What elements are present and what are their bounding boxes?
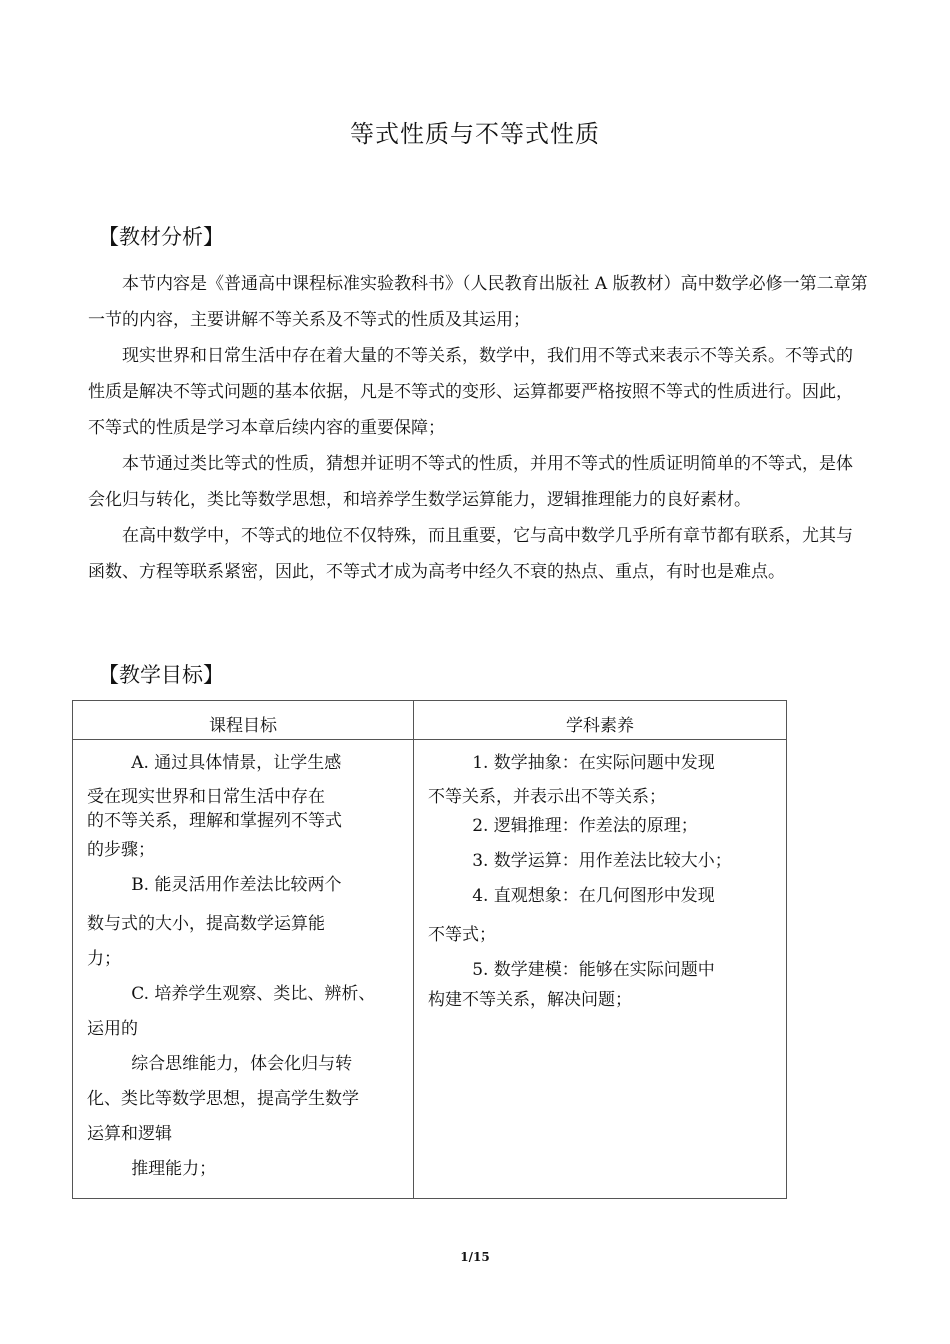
- goal-line: A. 通过具体情景，让学生感: [131, 753, 342, 773]
- analysis-paragraph: 在高中数学中，不等式的地位不仅特殊，而且重要，它与高中数学几乎所有章节都有联系，尤其与函数、方程等联系紧密，因此，不等式才成为高考中经久不衰的热点、重点，有时也是难点。: [88, 526, 853, 582]
- section-heading-analysis: 【教材分析】: [98, 225, 224, 249]
- literacy-line: 2. 逻辑推理：作差法的原理；: [472, 816, 698, 836]
- literacy-line: 不等关系，并表示出不等关系；: [428, 787, 666, 807]
- literacy-line: 不等式；: [428, 925, 496, 945]
- literacy-line: 1. 数学抽象：在实际问题中发现: [472, 753, 715, 773]
- document-title: 等式性质与不等式性质: [350, 120, 600, 148]
- header-course-goals: 课程目标: [73, 701, 414, 740]
- goal-line: 数与式的大小，提高数学运算能: [87, 914, 325, 934]
- goal-line: 推理能力；: [131, 1159, 217, 1179]
- goal-line: B. 能灵活用作差法比较两个: [131, 875, 342, 895]
- goal-line: 运用的: [87, 1019, 138, 1039]
- literacy-line: 4. 直观想象：在几何图形中发现: [472, 886, 715, 906]
- goal-line: C. 培养学生观察、类比、辨析、: [131, 984, 376, 1004]
- goal-line: 力；: [87, 949, 121, 969]
- literacy-line: 3. 数学运算：用作差法比较大小；: [472, 851, 732, 871]
- table-header-row: [73, 701, 787, 740]
- header-core-literacy: 学科素养: [414, 701, 787, 740]
- table-row: [73, 740, 787, 1199]
- section-heading-objectives: 【教学目标】: [98, 663, 224, 687]
- analysis-paragraph: 本节通过类比等式的性质，猜想并证明不等式的性质，并用不等式的性质证明简单的不等式，是体会化归与转化，类比等数学思想，和培养学生数学运算能力，逻辑推理能力的良好素材。: [88, 454, 853, 510]
- goal-line: 受在现实世界和日常生活中存在: [87, 787, 325, 807]
- goal-line: 化、类比等数学思想，提高学生数学: [87, 1089, 359, 1109]
- literacy-line: 构建不等关系，解决问题；: [428, 990, 632, 1010]
- analysis-body: [88, 266, 868, 590]
- page-number: 1/15: [460, 1250, 490, 1264]
- goal-line: 的步骤；: [87, 840, 155, 860]
- course-goals-cell: [73, 740, 414, 1199]
- goal-line: 的不等关系，理解和掌握列不等式: [87, 811, 342, 831]
- core-literacy-cell: [414, 740, 787, 1199]
- analysis-paragraph: 本节内容是《普通高中课程标准实验教科书》（人民教育出版社 A 版教材）高中数学必修一第二章第一节的内容，主要讲解不等关系及不等式的性质及其运用；: [88, 274, 868, 330]
- goal-line: 综合思维能力，体会化归与转: [131, 1054, 353, 1074]
- analysis-paragraph: 现实世界和日常生活中存在着大量的不等关系，数学中，我们用不等式来表示不等关系。不等式的性质是解决不等式问题的基本依据，凡是不等式的变形、运算都要严格按照不等式的性质进行。因此，不等式的性质是学习本章后续内容的重要保障；: [88, 346, 853, 438]
- goal-line: 运算和逻辑: [87, 1124, 172, 1144]
- literacy-line: 5. 数学建模：能够在实际问题中: [472, 960, 715, 980]
- objectives-table: [72, 700, 787, 1199]
